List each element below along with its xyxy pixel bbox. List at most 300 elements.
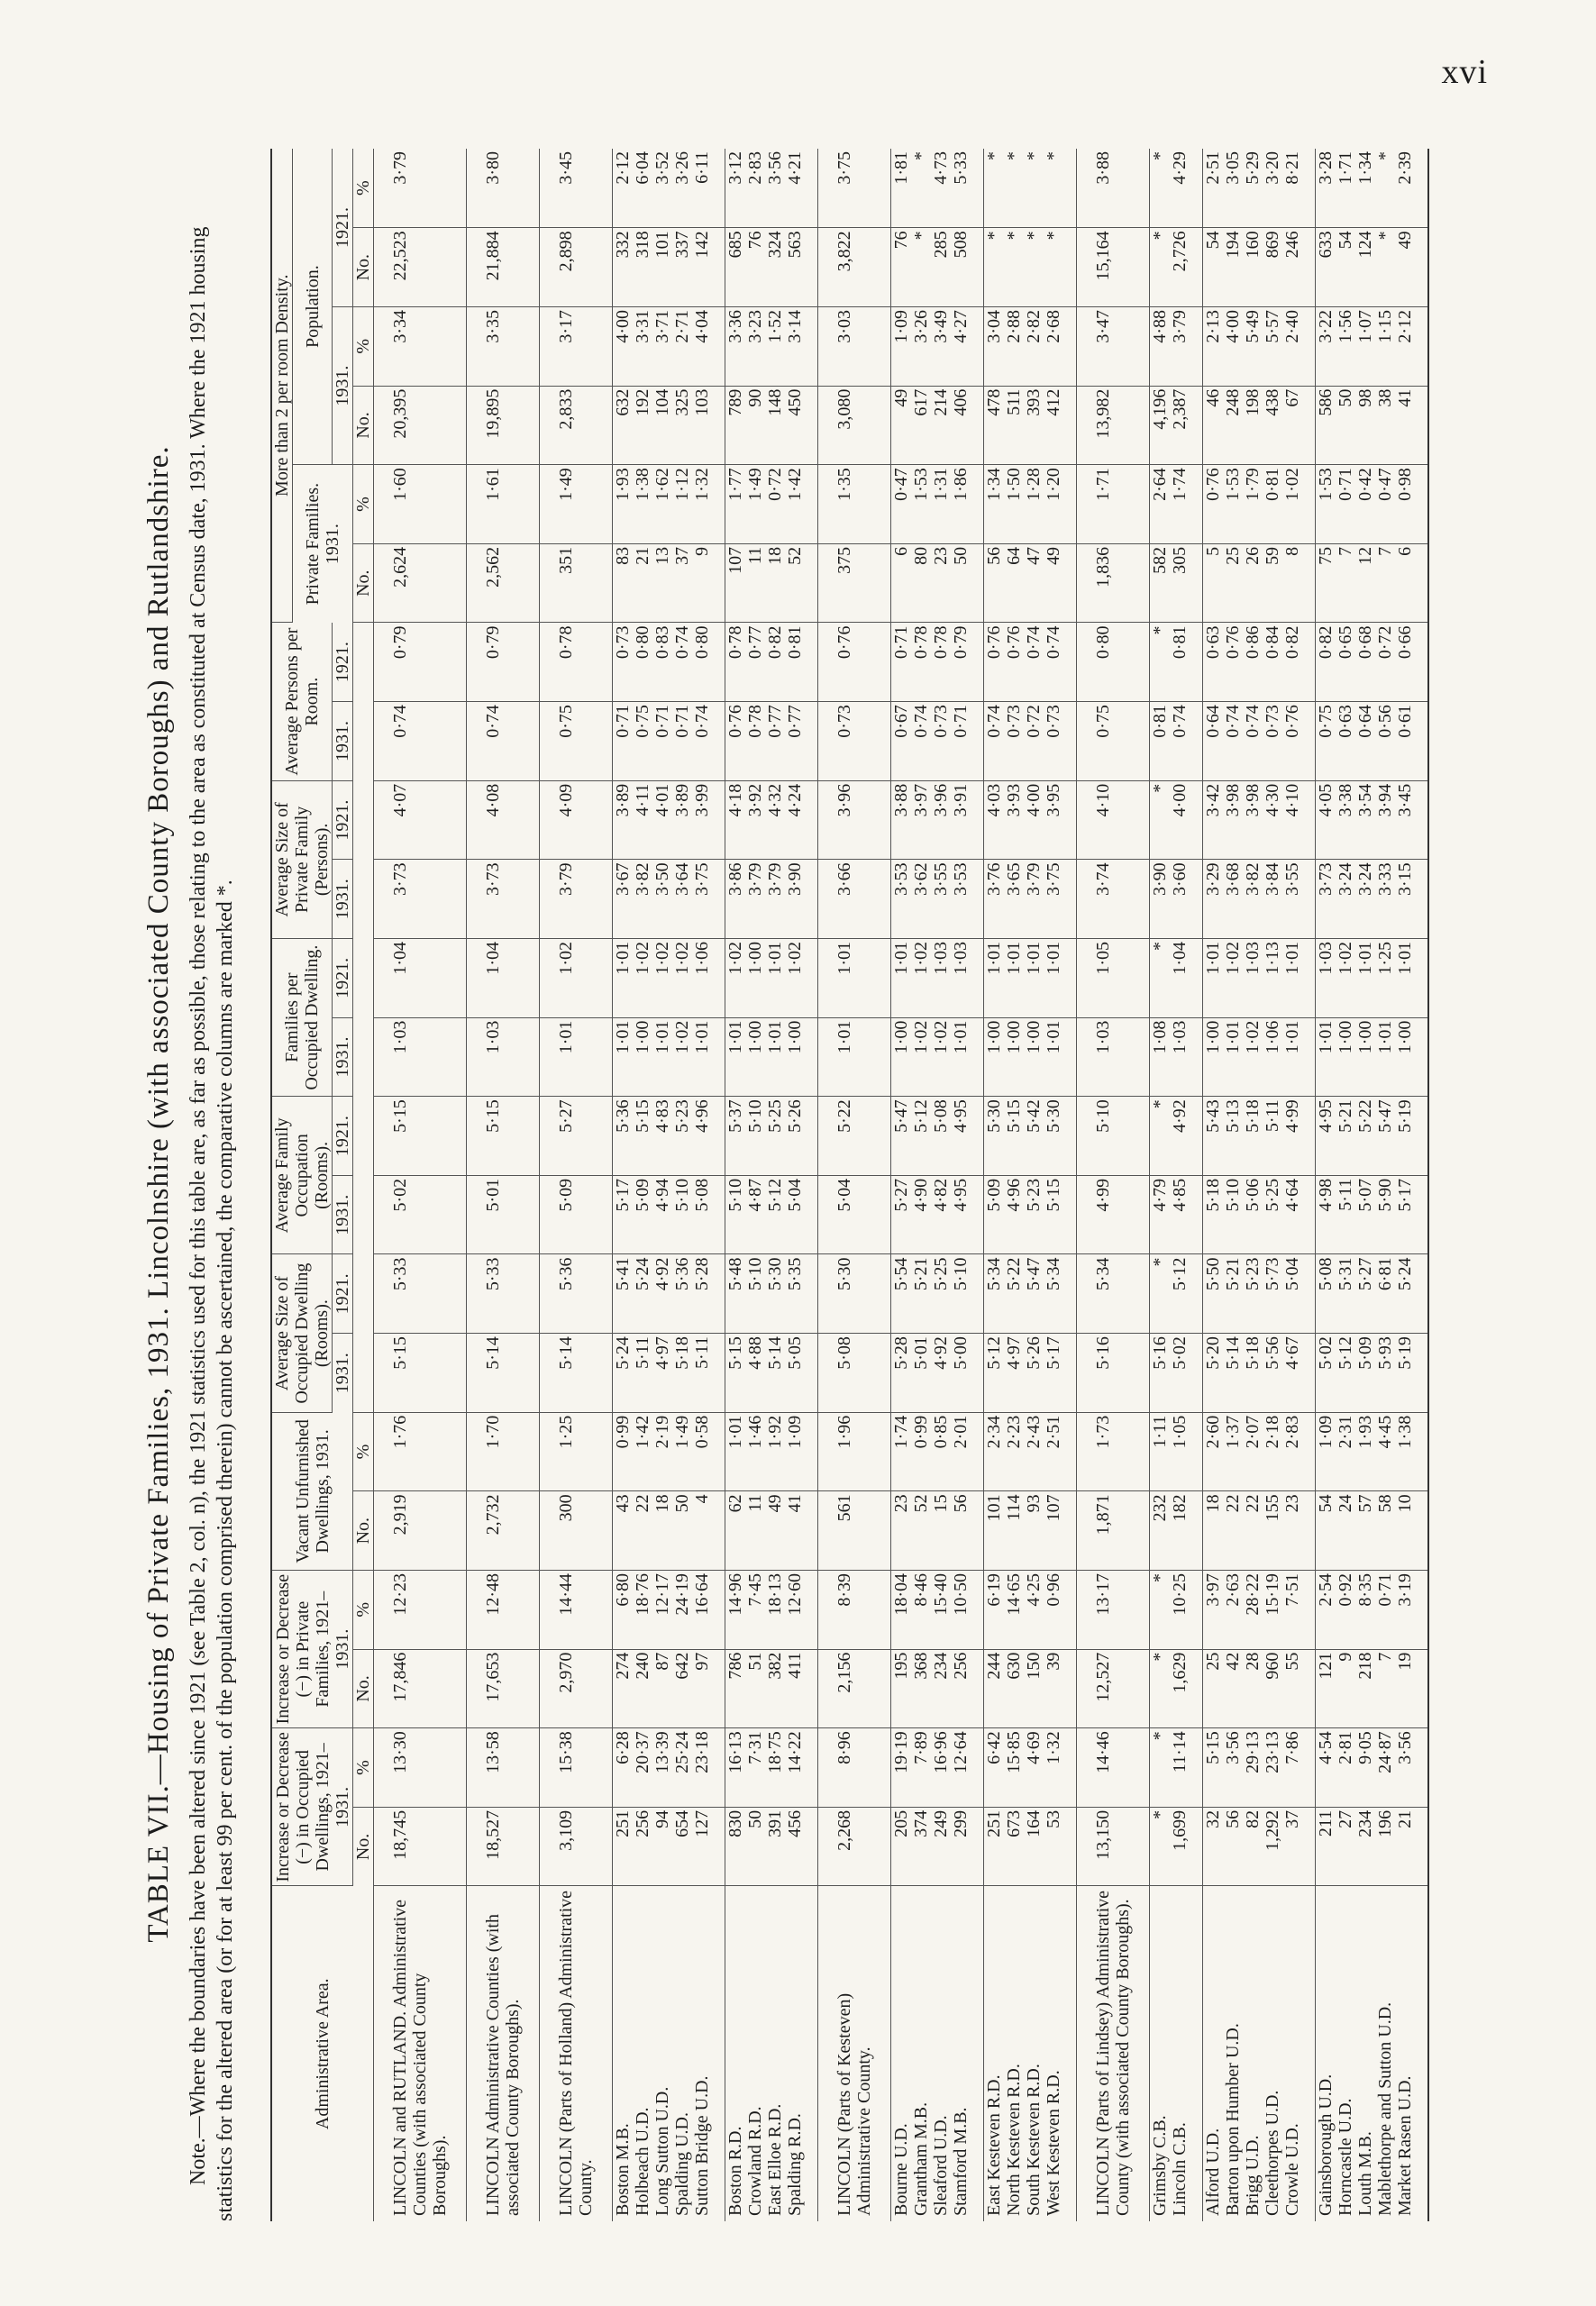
table-cell: 49 — [765, 1491, 785, 1571]
table-cell: 673 — [1004, 1807, 1024, 1886]
table-cell: 5·36 — [672, 1254, 692, 1334]
table-cell: 0·74 — [1223, 702, 1243, 781]
table-cell: 232 — [1150, 1491, 1171, 1571]
table-cell: 5·18 — [1203, 1175, 1224, 1254]
table-cell: 80 — [911, 543, 931, 623]
table-cell: 54 — [1203, 228, 1224, 307]
table-cell: 685 — [725, 228, 746, 307]
table-cell: 1·00 — [891, 1017, 912, 1097]
table-cell: 617 — [911, 386, 931, 465]
table-cell: 4·45 — [1375, 1412, 1395, 1491]
table-cell: 26 — [1243, 543, 1263, 623]
table-cell: * — [1004, 149, 1024, 228]
table-cell: 10 — [1395, 1491, 1428, 1571]
table-cell: 1·13 — [1263, 939, 1282, 1018]
table-cell: 164 — [1024, 1807, 1044, 1886]
table-cell: 3·75 — [692, 860, 725, 939]
table-cell: 3·56 — [1223, 1728, 1243, 1808]
table-cell: 1·03 — [1243, 939, 1263, 1018]
table-cell: 5·17 — [1044, 1334, 1077, 1413]
table-cell: 1·20 — [1044, 465, 1077, 544]
table-cell: 5·12 — [1336, 1334, 1355, 1413]
table-cell: 5·18 — [672, 1334, 692, 1413]
table-cell: 5·23 — [1243, 1254, 1263, 1334]
table-cell: 4·64 — [1282, 1175, 1316, 1254]
table-cell: 54 — [1336, 228, 1355, 307]
table-cell: 1,292 — [1263, 1807, 1282, 1886]
table-cell: 5·49 — [1243, 307, 1263, 387]
table-cell: 10·25 — [1170, 1571, 1203, 1650]
table-cell: 101 — [984, 1491, 1005, 1571]
table-cell: 1·35 — [818, 465, 891, 544]
table-cell: 5·10 — [951, 1254, 984, 1334]
table-cell: 5·73 — [1263, 1254, 1282, 1334]
table-cell: 5·34 — [1044, 1254, 1077, 1334]
table-cell: 2·83 — [745, 149, 765, 228]
table-row — [374, 149, 467, 2221]
table-cell: 3·68 — [1223, 860, 1243, 939]
table-cell: 0·73 — [818, 702, 891, 781]
table-cell: 17,653 — [467, 1649, 540, 1728]
table-cell: 12,527 — [1077, 1649, 1150, 1728]
table-cell: 2·43 — [1024, 1412, 1044, 1491]
table-cell: 0·86 — [1243, 623, 1263, 702]
table-cell: 1·56 — [1336, 307, 1355, 387]
table-cell: 5·02 — [1170, 1334, 1203, 1413]
table-cell: 5·15 — [1203, 1728, 1224, 1808]
table-cell: 1·00 — [745, 939, 765, 1018]
table-row — [1395, 149, 1428, 2221]
table-cell: 2,726 — [1170, 228, 1203, 307]
table-cell: 13,982 — [1077, 386, 1150, 465]
table-cell: 56 — [984, 543, 1005, 623]
area-name: Horncastle U.D. — [1336, 2098, 1355, 2216]
table-cell: 114 — [1004, 1491, 1024, 1571]
table-cell: 1·00 — [984, 1017, 1005, 1097]
table-cell: 1·81 — [891, 149, 912, 228]
table-cell: 3·50 — [652, 860, 672, 939]
table-cell: 1·01 — [1044, 1017, 1077, 1097]
table-cell: 0·71 — [891, 623, 912, 702]
table-cell: 15·85 — [1004, 1728, 1024, 1808]
table-cell: 12 — [1355, 543, 1375, 623]
table-row — [1316, 149, 1336, 2221]
table-cell: 6·04 — [633, 149, 652, 228]
table-row — [1024, 149, 1044, 2221]
table-cell: 4·00 — [1024, 780, 1044, 860]
table-cell: 1·01 — [1203, 939, 1224, 1018]
table-cell: 19 — [1395, 1649, 1428, 1728]
table-cell: 2·88 — [1004, 307, 1024, 387]
table-cell: 1·76 — [374, 1412, 467, 1491]
table-cell: 3·23 — [745, 307, 765, 387]
table-cell: 12·17 — [652, 1571, 672, 1650]
table-cell: 18 — [1203, 1491, 1224, 1571]
table-cell: 318 — [633, 228, 652, 307]
table-cell: 4·30 — [1263, 780, 1282, 860]
table-cell: 6·81 — [1375, 1254, 1395, 1334]
table-cell: 3·60 — [1170, 860, 1203, 939]
table-cell: 11 — [745, 543, 765, 623]
table-cell: 249 — [931, 1807, 951, 1886]
table-cell: 1·00 — [1395, 1017, 1428, 1097]
table-cell: 3·34 — [374, 307, 467, 387]
table-row — [672, 149, 692, 2221]
table-cell: 11 — [745, 1491, 765, 1571]
table-cell: 1·01 — [692, 1017, 725, 1097]
table-cell: 13,150 — [1077, 1807, 1150, 1886]
table-cell: 4·88 — [745, 1334, 765, 1413]
table-cell: 1·00 — [745, 1017, 765, 1097]
table-cell: 5·14 — [540, 1334, 613, 1413]
table-cell: 55 — [1282, 1649, 1316, 1728]
table-cell: 7·31 — [745, 1728, 765, 1808]
table-cell: 3·67 — [613, 860, 634, 939]
table-cell: 5·16 — [1150, 1334, 1171, 1413]
table-cell: 5·02 — [374, 1175, 467, 1254]
table-cell: 5·22 — [1355, 1097, 1375, 1176]
table-cell: 5·10 — [1223, 1175, 1243, 1254]
table-cell: 5·33 — [374, 1254, 467, 1334]
table-cell: 299 — [951, 1807, 984, 1886]
table-cell: 4·96 — [692, 1097, 725, 1176]
table-cell: 9·05 — [1355, 1728, 1375, 1808]
year-header: 1931. — [333, 1017, 353, 1097]
table-row — [692, 149, 725, 2221]
table-cell: 76 — [891, 228, 912, 307]
header-vacant: Vacant Unfurnished Dwellings, 1931. — [271, 1412, 353, 1570]
table-cell: 1·07 — [1355, 307, 1375, 387]
table-cell: 1·53 — [1223, 465, 1243, 544]
table-cell: 0·74 — [692, 702, 725, 781]
table-cell: 0·79 — [374, 623, 467, 702]
table-row — [1223, 149, 1243, 2221]
table-cell: 248 — [1223, 386, 1243, 465]
table-cell: 104 — [652, 386, 672, 465]
table-cell: 3·92 — [745, 780, 765, 860]
table-cell: 10·50 — [951, 1571, 984, 1650]
table-cell: 5·34 — [984, 1254, 1005, 1334]
table-cell: 4·96 — [1004, 1175, 1024, 1254]
table-cell: 3·24 — [1355, 860, 1375, 939]
table-cell: 50 — [1336, 386, 1355, 465]
table-cell: 198 — [1243, 386, 1263, 465]
table-cell: 1·04 — [374, 939, 467, 1018]
table-cell: 5·35 — [785, 1254, 818, 1334]
header-avg-persons-per-room: Average Persons per Room. — [271, 623, 333, 780]
table-cell: * — [1150, 1254, 1171, 1334]
table-cell: 23·18 — [692, 1728, 725, 1808]
table-row — [984, 149, 1005, 2221]
table-cell: 29·13 — [1243, 1728, 1263, 1808]
table-cell: 4·24 — [785, 780, 818, 860]
table-cell: 4·69 — [1024, 1728, 1044, 1808]
table-cell: 3·91 — [951, 780, 984, 860]
table-cell: 1·02 — [652, 939, 672, 1018]
area-name: Market Rasen U.D. — [1395, 1886, 1428, 2221]
table-cell: 0·74 — [1024, 623, 1044, 702]
table-cell: 1·00 — [1024, 1017, 1044, 1097]
area-name: Boston M.B. — [613, 2123, 633, 2216]
table-cell: 1·09 — [1316, 1412, 1336, 1491]
table-cell: 5·11 — [1336, 1175, 1355, 1254]
table-cell: * — [1375, 149, 1395, 228]
table-cell: 0·83 — [652, 623, 672, 702]
table-cell: 508 — [951, 228, 984, 307]
table-cell: 93 — [1024, 1491, 1044, 1571]
table-cell: 1·01 — [725, 1412, 746, 1491]
table-cell: 3·79 — [1024, 860, 1044, 939]
table-cell: 3·38 — [1336, 780, 1355, 860]
table-cell: 251 — [613, 1807, 634, 1886]
table-row — [931, 149, 951, 2221]
table-cell: 58 — [1375, 1491, 1395, 1571]
table-cell: 5·23 — [672, 1097, 692, 1176]
table-cell: 6·80 — [613, 1571, 634, 1650]
table-cell: 456 — [785, 1807, 818, 1886]
table-cell: 4·92 — [1170, 1097, 1203, 1176]
table-cell: 5·90 — [1375, 1175, 1395, 1254]
table-cell: 5·15 — [467, 1097, 540, 1176]
table-cell: 1·09 — [891, 307, 912, 387]
table-cell: 393 — [1024, 386, 1044, 465]
table-cell: 1·02 — [911, 1017, 931, 1097]
area-name: Stamford M.B. — [951, 1886, 984, 2221]
table-cell: 5·30 — [765, 1254, 785, 1334]
table-row — [1203, 149, 1224, 2221]
area-name: Spalding U.D. — [672, 2112, 692, 2216]
table-cell: 121 — [1316, 1649, 1336, 1728]
table-cell: 1·02 — [1282, 465, 1316, 544]
header-private-families: Private Families. 1931. — [293, 465, 353, 623]
table-cell: 1·53 — [1316, 465, 1336, 544]
table-cell: 3·35 — [467, 307, 540, 387]
table-cell: 1·00 — [1355, 1017, 1375, 1097]
table-cell: 240 — [633, 1649, 652, 1728]
table-cell: 3·99 — [692, 780, 725, 860]
table-cell: 82 — [1243, 1807, 1263, 1886]
table-cell: 5·47 — [891, 1097, 912, 1176]
table-cell: 5·30 — [1044, 1097, 1077, 1176]
table-cell: 4·97 — [1004, 1334, 1024, 1413]
table-body — [374, 149, 1429, 2221]
table-cell: 3·54 — [1355, 780, 1375, 860]
table-cell: 3·14 — [785, 307, 818, 387]
table-cell: 0·81 — [1150, 702, 1171, 781]
header-area: Administrative Area. — [271, 1886, 374, 2221]
table-cell: 127 — [692, 1807, 725, 1886]
table-cell: 5·10 — [1077, 1097, 1150, 1176]
table-cell: 1·01 — [1395, 939, 1428, 1018]
table-cell: 4·92 — [931, 1334, 951, 1413]
table-cell: 4·25 — [1024, 1571, 1044, 1650]
note-text: Note.—Where the boundaries have been altered since 1921 (see Table 2, col. n), the 1921 statistics used for this table are, as far as possible, those relating to the area as constituted at Census date, 1931. Where the 1921 housing statistics for the altered area (or for at least 99 per cent. of the population comprised therein) cannot be ascertained, the comparative columns are marked *. — [187, 226, 237, 2221]
table-cell: 211 — [1316, 1807, 1336, 1886]
table-row — [1263, 149, 1282, 2221]
area-name: Sutton Bridge U.D. — [692, 1886, 725, 2221]
table-cell: 1·02 — [672, 939, 692, 1018]
table-cell: 37 — [672, 543, 692, 623]
table-cell: 0·99 — [911, 1412, 931, 1491]
table-cell: 22,523 — [374, 228, 467, 307]
table-cell: 3·26 — [672, 149, 692, 228]
table-cell: 0·98 — [1395, 465, 1428, 544]
table-cell: 3·26 — [911, 307, 931, 387]
table-cell: 15·40 — [931, 1571, 951, 1650]
table-cell: 17,846 — [374, 1649, 467, 1728]
table-cell: 5·22 — [818, 1097, 891, 1176]
table-cell: 5·08 — [931, 1097, 951, 1176]
table-cell: 0·72 — [1375, 623, 1395, 702]
table-cell: 5·10 — [725, 1175, 746, 1254]
table-cell: 274 — [613, 1649, 634, 1728]
table-cell: 98 — [1355, 386, 1375, 465]
table-cell: 1·74 — [1170, 465, 1203, 544]
area-name: LINCOLN (Parts of Kesteven) Administrative County. — [818, 1886, 891, 2221]
table-cell: 5·43 — [1203, 1097, 1224, 1176]
table-cell: 561 — [818, 1491, 891, 1571]
table-cell: 0·71 — [1336, 465, 1355, 544]
table-cell: 3·52 — [652, 149, 672, 228]
table-cell: 4·08 — [467, 780, 540, 860]
table-row — [745, 149, 765, 2221]
table-cell: 3·56 — [765, 149, 785, 228]
table-row — [633, 149, 652, 2221]
table-cell: 3·79 — [374, 149, 467, 228]
table-cell: 14·96 — [725, 1571, 746, 1650]
table-cell: 5·36 — [613, 1097, 634, 1176]
table-cell: 1·61 — [467, 465, 540, 544]
table-cell: 21 — [1395, 1807, 1428, 1886]
table-cell: 1·02 — [633, 939, 652, 1018]
table-row — [652, 149, 672, 2221]
table-cell: 7·51 — [1282, 1571, 1316, 1650]
table-cell: 3·90 — [1150, 860, 1171, 939]
area-name: Alford U.D. — [1203, 2128, 1223, 2216]
table-cell: 205 — [891, 1807, 912, 1886]
area-name: Spalding R.D. — [785, 1886, 818, 2221]
table-cell: 5·26 — [1024, 1334, 1044, 1413]
table-cell: 7·45 — [745, 1571, 765, 1650]
table-cell: 0·47 — [891, 465, 912, 544]
no-header: No. — [353, 1649, 374, 1728]
table-cell: 5·33 — [951, 149, 984, 228]
table-cell: 2·39 — [1395, 149, 1428, 228]
table-cell: 0·78 — [745, 702, 765, 781]
table-cell: 1·01 — [613, 939, 634, 1018]
table-cell: 1·01 — [1375, 1017, 1395, 1097]
table-cell: 2·54 — [1316, 1571, 1336, 1650]
table-cell: 3·89 — [672, 780, 692, 860]
table-cell: 3·86 — [725, 860, 746, 939]
pct-header: % — [353, 307, 374, 387]
table-cell: 5·21 — [1223, 1254, 1243, 1334]
table-cell: 0·61 — [1395, 702, 1428, 781]
table-cell: 6·42 — [984, 1728, 1005, 1808]
area-name: Sleaford U.D. — [931, 2115, 951, 2216]
table-row — [785, 149, 818, 2221]
table-cell: 412 — [1044, 386, 1077, 465]
area-name: Gainsborough U.D. — [1316, 2074, 1336, 2216]
table-cell: 11·14 — [1170, 1728, 1203, 1808]
table-cell: 1·34 — [984, 465, 1005, 544]
area-name: Louth M.B. — [1355, 2131, 1375, 2216]
table-cell: 3·55 — [931, 860, 951, 939]
table-cell: 0·71 — [652, 702, 672, 781]
table-cell: 1·05 — [1077, 939, 1150, 1018]
table-cell: 1·71 — [1077, 465, 1150, 544]
table-cell: 0·75 — [540, 702, 613, 781]
table-row — [911, 149, 931, 2221]
table-cell: 0·64 — [1355, 702, 1375, 781]
table-cell: 57 — [1355, 1491, 1375, 1571]
table-cell: 337 — [672, 228, 692, 307]
table-row — [1282, 149, 1316, 2221]
table-cell: 5·21 — [911, 1254, 931, 1334]
table-cell: 4·10 — [1077, 780, 1150, 860]
table-cell: 4·54 — [1316, 1728, 1336, 1808]
area-name: North Kesteven R.D. — [1004, 2064, 1024, 2216]
table-cell: 18,745 — [374, 1807, 467, 1886]
table-cell: 869 — [1263, 228, 1282, 307]
table-cell: 32 — [1203, 1807, 1224, 1886]
table-cell: 0·47 — [1375, 465, 1395, 544]
table-cell: 5·15 — [374, 1097, 467, 1176]
table-cell: 4·82 — [931, 1175, 951, 1254]
pct-header: % — [353, 1571, 374, 1650]
table-cell: 1·42 — [785, 465, 818, 544]
table-cell: 4 — [692, 1491, 725, 1571]
table-cell: 7 — [1375, 1649, 1395, 1728]
table-cell: 5·42 — [1024, 1097, 1044, 1176]
table-cell: 5·13 — [1223, 1097, 1243, 1176]
table-cell: 2·12 — [613, 149, 634, 228]
table-cell: 16·96 — [931, 1728, 951, 1808]
table-cell: 3·53 — [891, 860, 912, 939]
table-cell: 0·78 — [725, 623, 746, 702]
table-cell: 2·07 — [1243, 1412, 1263, 1491]
table-cell: 13·58 — [467, 1728, 540, 1808]
table-cell: 3·55 — [1282, 860, 1316, 939]
table-cell: 0·74 — [467, 702, 540, 781]
table-cell: 0·66 — [1395, 623, 1428, 702]
table-row — [1336, 149, 1355, 2221]
table-cell: 16·64 — [692, 1571, 725, 1650]
table-cell: 0·82 — [1316, 623, 1336, 702]
table-cell: 0·75 — [1077, 702, 1150, 781]
table-cell: 4·04 — [692, 307, 725, 387]
table-cell: 25 — [1203, 1649, 1224, 1728]
table-cell: * — [1150, 1728, 1171, 1808]
table-cell: 3·24 — [1336, 860, 1355, 939]
no-header: No. — [353, 386, 374, 465]
table-cell: 2·34 — [984, 1412, 1005, 1491]
table-cell: 0·73 — [1263, 702, 1282, 781]
table-cell: 368 — [911, 1649, 931, 1728]
table-cell: 182 — [1170, 1491, 1203, 1571]
table-cell: 150 — [1024, 1649, 1044, 1728]
table-cell: 101 — [652, 228, 672, 307]
table-cell: 13·17 — [1077, 1571, 1150, 1650]
table-cell: 27 — [1336, 1807, 1355, 1886]
table-cell: 2,898 — [540, 228, 613, 307]
table-cell: 830 — [725, 1807, 746, 1886]
table-cell: 2·18 — [1263, 1412, 1282, 1491]
table-cell: 5·18 — [1243, 1334, 1263, 1413]
table-cell: 1·06 — [692, 939, 725, 1018]
table-cell: 3·29 — [1203, 860, 1224, 939]
table-cell: 0·77 — [785, 702, 818, 781]
